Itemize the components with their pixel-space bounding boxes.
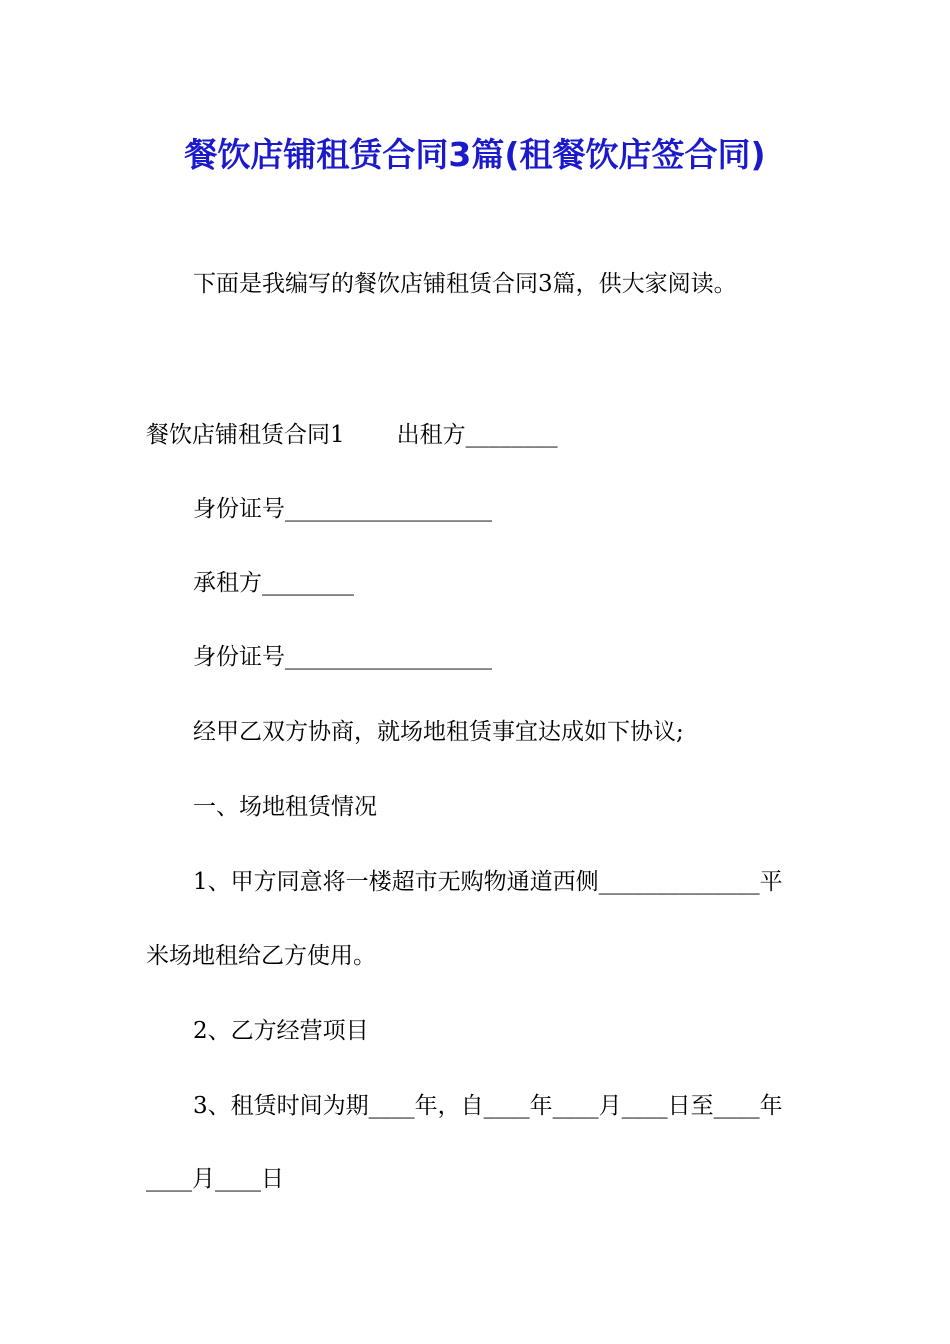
- clause-3-line-2: ____月____日: [146, 1166, 284, 1192]
- contract-heading: 餐饮店铺租赁合同1: [146, 422, 345, 448]
- lessee-id-field: 身份证号__________________: [193, 644, 492, 670]
- contract-heading-line: [146, 419, 558, 451]
- clause-2: 2、乙方经营项目: [193, 1018, 369, 1044]
- lessor-field: 出租方________: [396, 422, 558, 448]
- lessor-id-field: 身份证号__________________: [193, 496, 492, 522]
- lessee-field: 承租方________: [193, 570, 354, 596]
- document-title: 餐饮店铺租赁合同3篇(租餐饮店签合同): [184, 135, 766, 174]
- clause-1-line-1: 1、甲方同意将一楼超市无购物通道西侧______________平: [193, 869, 783, 895]
- clause-3-line-1: 3、租赁时间为期____年，自____年____月____日至____年: [193, 1093, 783, 1119]
- intro-paragraph: 下面是我编写的餐饮店铺租赁合同3篇，供大家阅读。: [193, 271, 737, 297]
- agreement-paragraph: 经甲乙双方协商，就场地租赁事宜达成如下协议;: [193, 719, 684, 745]
- section-heading-1: 一、场地租赁情况: [193, 794, 377, 820]
- clause-1-line-2: 米场地租给乙方使用。: [146, 943, 376, 969]
